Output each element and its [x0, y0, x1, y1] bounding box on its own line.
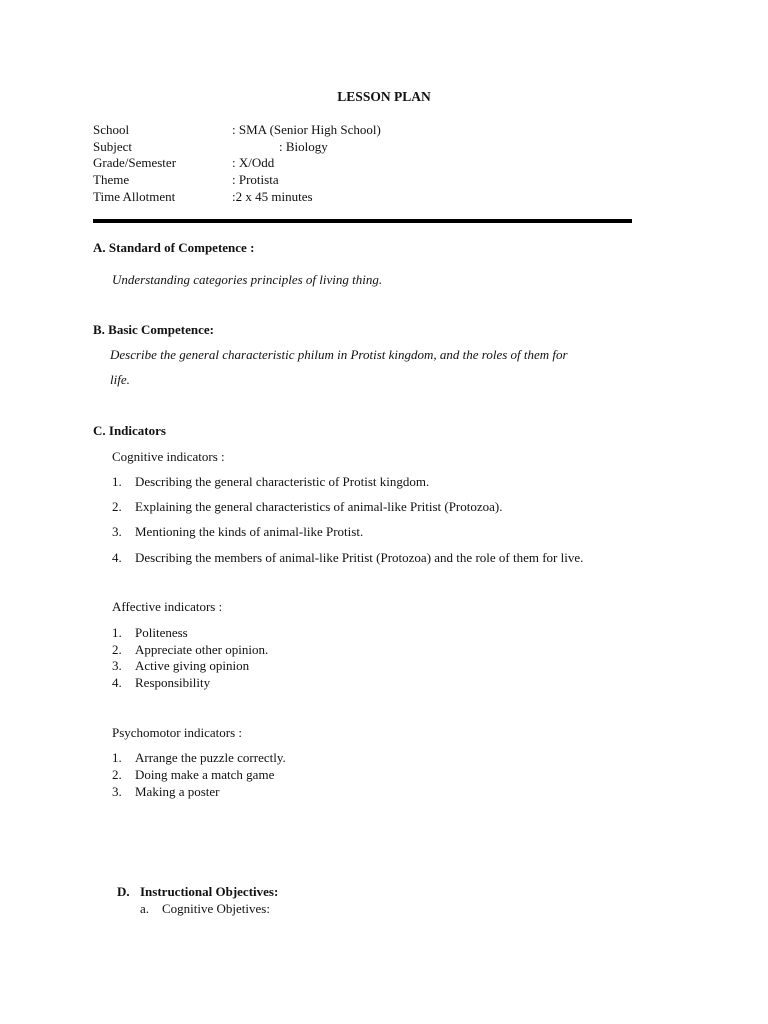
list-item-number: 4.: [112, 550, 122, 565]
list-item-number: 3.: [112, 524, 122, 539]
list-item-number: 1.: [112, 474, 122, 489]
field-value-school: : SMA (Senior High School): [232, 122, 381, 137]
list-item: Appreciate other opinion.: [135, 642, 269, 657]
field-label-subject: Subject: [93, 139, 132, 154]
field-label-grade: Grade/Semester: [93, 155, 177, 170]
list-item-number: 3.: [112, 784, 122, 799]
psychomotor-indicators-label: Psychomotor indicators :: [112, 725, 242, 740]
page-title: LESSON PLAN: [337, 89, 431, 104]
section-b-text-line1: Describe the general characteristic philum in Protist kingdom, and the roles of them for: [110, 347, 568, 362]
list-item: Responsibility: [135, 675, 211, 690]
field-value-grade: : X/Odd: [232, 155, 275, 170]
list-item-number: 1.: [112, 750, 122, 765]
list-item-number: 2.: [112, 767, 122, 782]
field-label-theme: Theme: [93, 172, 130, 187]
section-d-sub-heading: Cognitive Objetives:: [162, 901, 270, 916]
section-d-heading: Instructional Objectives:: [140, 884, 279, 899]
list-item: Describing the members of animal-like Pritist (Protozoa) and the role of them for live.: [135, 550, 584, 565]
section-c-heading: C. Indicators: [93, 423, 166, 438]
field-label-school: School: [93, 122, 130, 137]
section-d-number: D.: [117, 884, 130, 899]
list-item: Doing make a match game: [135, 767, 275, 782]
list-item-number: 1.: [112, 625, 122, 640]
list-item: Making a poster: [135, 784, 220, 799]
field-value-theme: : Protista: [232, 172, 279, 187]
list-item-number: 4.: [112, 675, 122, 690]
list-item: Arrange the puzzle correctly.: [135, 750, 286, 765]
list-item-number: 2.: [112, 499, 122, 514]
section-a-heading: A. Standard of Competence :: [93, 240, 255, 255]
list-item-number: 3.: [112, 658, 122, 673]
field-value-time: :2 x 45 minutes: [232, 189, 313, 204]
cognitive-indicators-label: Cognitive indicators :: [112, 449, 225, 464]
list-item-number: 2.: [112, 642, 122, 657]
field-label-time: Time Allotment: [93, 189, 176, 204]
list-item: Explaining the general characteristics of animal-like Pritist (Protozoa).: [135, 499, 503, 514]
section-d-sub-number: a.: [140, 901, 150, 916]
list-item: Describing the general characteristic of Protist kingdom.: [135, 474, 430, 489]
section-a-text: Understanding categories principles of living thing.: [112, 272, 383, 287]
list-item: Active giving opinion: [135, 658, 250, 673]
header-divider: [93, 219, 632, 223]
field-value-subject: : Biology: [279, 139, 328, 154]
section-b-heading: B. Basic Competence:: [93, 322, 214, 337]
list-item: Politeness: [135, 625, 188, 640]
list-item: Mentioning the kinds of animal-like Protist.: [135, 524, 364, 539]
section-b-text-line2: life.: [110, 372, 130, 387]
affective-indicators-label: Affective indicators :: [112, 599, 223, 614]
